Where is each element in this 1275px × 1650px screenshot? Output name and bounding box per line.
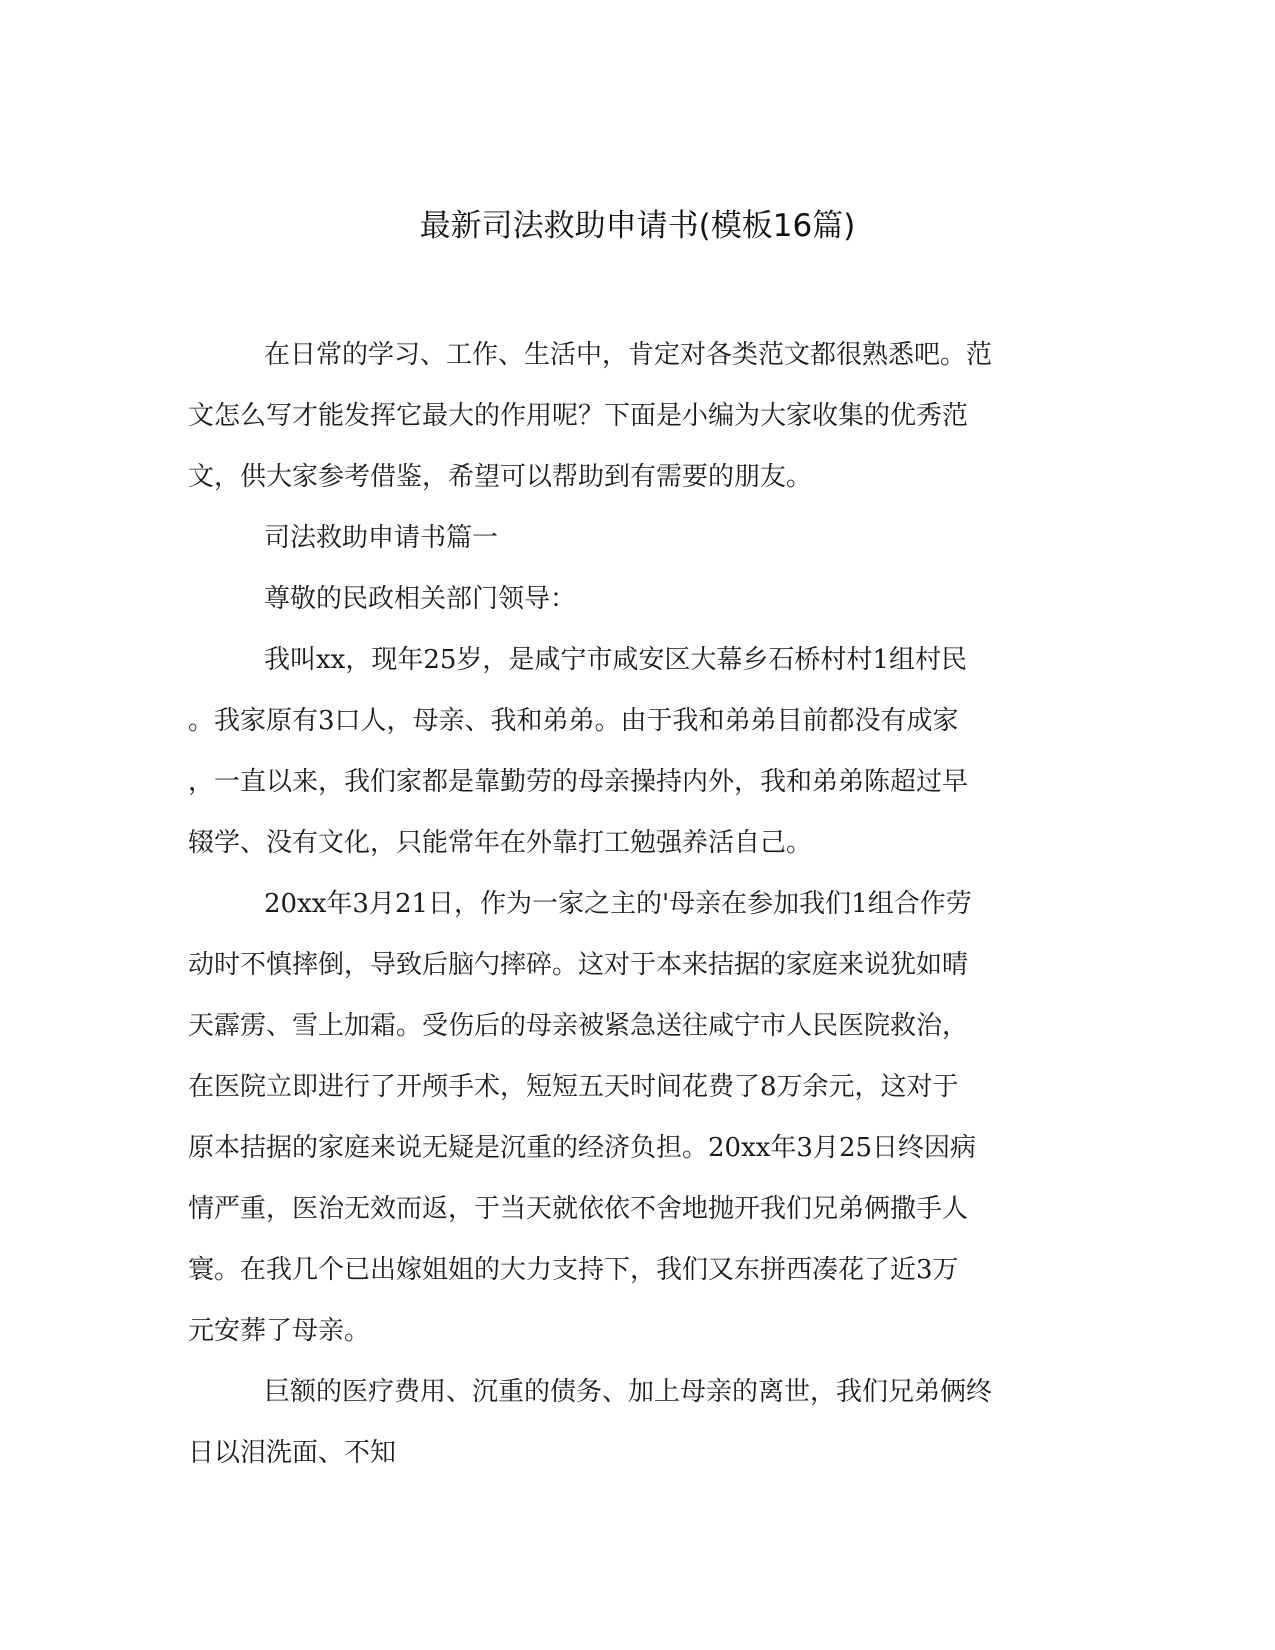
text-line: 文怎么写才能发挥它最大的作用呢？下面是小编为大家收集的优秀范 [188,401,969,431]
text-line: 在日常的学习、工作、生活中，肯定对各类范文都很熟悉吧。范 [264,340,993,370]
document-title: 最新司法救助申请书(模板16篇) [419,208,856,244]
text-line: ，一直以来，我们家都是靠勤劳的母亲操持内外，我和弟弟陈超过早 [188,767,969,797]
text-line: 日以泪洗面、不知 [188,1438,397,1468]
text-line: 在医院立即进行了开颅手术，短短五天时间花费了8万余元，这对于 [188,1072,959,1102]
paragraph-accident [188,874,1078,1362]
text-line: 天霹雳、雪上加霜。受伤后的母亲被紧急送往咸宁市人民医院救治， [188,1011,969,1041]
text-line: 动时不慎摔倒，导致后脑勺摔碎。这对于本来拮据的家庭来说犹如晴 [188,950,969,980]
text-line: 辍学、没有文化，只能常年在外靠打工勉强养活自己。 [188,828,813,858]
text-line: 巨额的医疗费用、沉重的债务、加上母亲的离世，我们兄弟俩终 [264,1377,993,1407]
text-line: 20xx年3月21日，作为一家之主的'母亲在参加我们1组合作劳 [264,889,972,919]
paragraph-self-introduction [188,630,1078,874]
section-heading [188,508,1078,569]
salutation [188,569,1078,630]
text-line: 我叫xx，现年25岁，是咸宁市咸安区大幕乡石桥村村1组村民 [264,645,967,675]
text-line: 文，供大家参考借鉴，希望可以帮助到有需要的朋友。 [188,462,813,492]
section-heading-text: 司法救助申请书篇一 [264,523,499,553]
text-line: 。我家原有3口人，母亲、我和弟弟。由于我和弟弟目前都没有成家 [188,706,959,736]
document-body [188,325,1078,1484]
paragraph-intro [188,325,1078,508]
salutation-text: 尊敬的民政相关部门领导： [264,584,577,614]
text-line: 情严重，医治无效而返，于当天就依依不舍地抛开我们兄弟俩撒手人 [188,1194,969,1224]
text-line: 元安葬了母亲。 [188,1316,371,1346]
text-line: 寰。在我几个已出嫁姐姐的大力支持下，我们又东拼西凑花了近3万 [188,1255,959,1285]
paragraph-hardship [188,1362,1078,1484]
text-line: 原本拮据的家庭来说无疑是沉重的经济负担。20xx年3月25日终因病 [188,1133,977,1163]
